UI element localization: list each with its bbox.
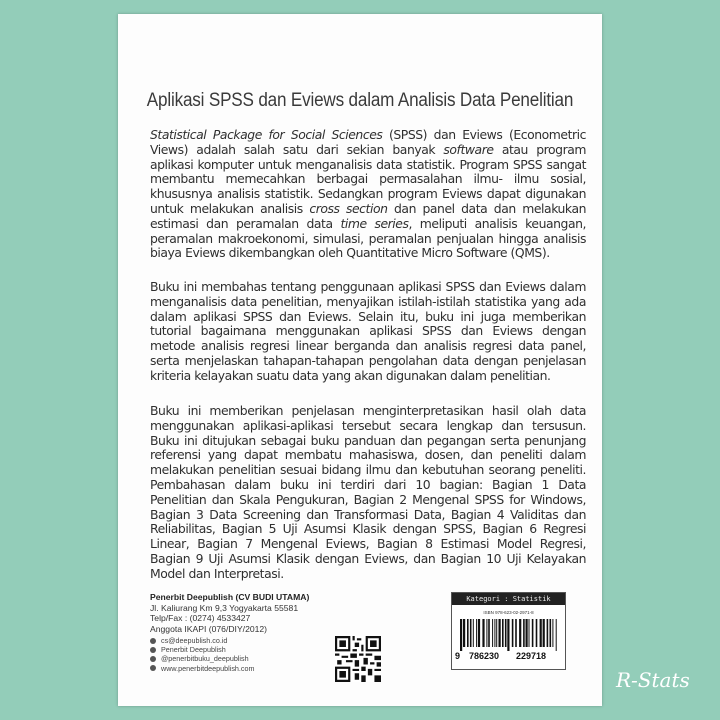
barcode-digit-prefix: 9	[455, 651, 461, 661]
contact-facebook: Penerbit Deepublish	[150, 645, 309, 654]
text-segment: , meliputi analisis keuangan, peramalan makroekonomi, simulasi, peramalan penjualan hingga analisis biaya Eviews dikembangkan oleh Quantitative Micro Software (QMS).	[150, 215, 586, 261]
contact-email: cs@deepublish.co.id	[150, 636, 309, 645]
barcode-bar	[556, 619, 557, 651]
category-label: Kategori : Statistik	[452, 593, 565, 605]
email-icon	[150, 638, 156, 644]
web-icon	[150, 665, 156, 671]
barcode-bar	[505, 619, 507, 647]
barcode-bar	[473, 619, 474, 647]
barcode-bar	[532, 619, 534, 647]
barcode	[460, 619, 558, 651]
barcode-bar	[547, 619, 549, 647]
barcode-bar	[476, 619, 477, 647]
barcode-bar	[519, 619, 521, 647]
instagram-icon	[150, 656, 156, 662]
facebook-icon	[150, 647, 156, 653]
paragraph-3	[150, 404, 586, 582]
barcode-bar	[550, 619, 552, 647]
publisher-address: Jl. Kaliurang Km 9,3 Yogyakarta 55581	[150, 602, 299, 613]
barcode-bar	[486, 619, 487, 647]
isbn-barcode-box	[451, 592, 566, 670]
barcode-bar	[512, 619, 514, 647]
paragraph-2	[150, 280, 586, 384]
barcode-bar	[523, 619, 525, 647]
italic-term: software	[443, 141, 494, 157]
barcode-bar	[467, 619, 469, 647]
text-segment: Buku ini membahas tentang penggunaan aplikasi SPSS dan Eviews dalam menganalisis data penelitian, menyajikan istilah-istilah statistika yang ada dalam aplikasi SPSS dan Eviews. Selain itu, buku ini juga memberikan tutorial bagaimana menggunakan aplikasi SPSS dan Eviews dengan metode analisis regresi linear berganda dan analisis regresi data panel, serta menjelaskan tahapan-tahapan pengolahan data dengan penjelasan kriteria kelayakan suatu data yang akan digunakan dalam penelitian.	[150, 279, 586, 383]
qr-code	[335, 636, 381, 682]
barcode-bar	[552, 619, 553, 647]
barcode-digits-right: 229718	[516, 651, 547, 661]
barcode-bar	[478, 619, 480, 647]
barcode-bar	[488, 619, 490, 647]
publisher-info	[150, 592, 309, 673]
contact-instagram: @penerbitbuku_deepublish	[150, 654, 309, 663]
text-segment: dan panel data dan melakukan estimasi dan peramalan data	[150, 200, 586, 231]
barcode-bar	[507, 619, 509, 651]
isbn-number: ISBN 978-623-02-2971-8	[483, 610, 534, 615]
barcode-bar	[502, 619, 504, 647]
barcode-bar	[543, 619, 545, 647]
barcode-bar	[540, 619, 542, 647]
barcode-digits-left: 786230	[469, 651, 500, 661]
barcode-bar	[482, 619, 484, 647]
barcode-bar	[536, 619, 538, 647]
barcode-bar	[470, 619, 472, 647]
barcode-bar	[492, 619, 493, 647]
barcode-bar	[460, 619, 462, 651]
publisher-phone: Telp/Fax : (0274) 4533427	[150, 613, 251, 623]
barcode-bar	[499, 619, 501, 647]
barcode-bar	[526, 619, 528, 647]
contact-website: www.penerbitdeepublish.com	[150, 664, 309, 673]
italic-term: time series	[340, 215, 409, 231]
watermark: R-Stats	[616, 668, 690, 692]
text-segment: Buku ini memberikan penjelasan menginterpretasikan hasil olah data menggunakan aplikasi-aplikasi tersebut secara lengkap dan tersusun. Buku ini ditujukan sebagai buku panduan dan pegangan serta penunjang referensi yang dapat membatu mahasiswa, dosen, dan peneliti dalam melakukan penelitian sesuai bidang ilmu dan kebutuhan seorang peneliti. Pembahasan dalam buku ini terdiri dari 10 bagian: Bagian 1 Data Penelitian dan Skala Pengukuran, Bagian 2 Mengenal SPSS for Windows, Bagian 3 Data Screening dan Transformasi Data, Bagian 4 Validitas dan Reliabilitas, Bagian 5 Uji Asumsi Klasik dengan SPSS, Bagian 6 Regresi Linear, Bagian 7 Mengenal Eviews, Bagian 8 Estimasi Model Regresi, Bagian 9 Uji Asumsi Klasik dengan Eviews, dan Bagian 10 Uji Kelayakan Model dan Interpretasi.	[150, 403, 586, 581]
publisher-name: Penerbit Deepublish (CV BUDI UTAMA)	[150, 592, 310, 602]
barcode-bar	[529, 619, 530, 647]
publisher-ikapi: Anggota IKAPI (076/DIY/2012)	[150, 623, 268, 634]
barcode-bar	[494, 619, 495, 647]
barcode-bar	[463, 619, 465, 647]
barcode-bar	[515, 619, 517, 647]
barcode-bar	[496, 619, 497, 647]
text-segment: (SPSS) dan Eviews (Econometric Views) adalah salah satu dari sekian banyak	[150, 127, 586, 157]
book-title: Aplikasi SPSS dan Eviews dalam Analisis Data Penelitian	[146, 90, 574, 111]
text-segment: atau program aplikasi komputer untuk menganalisis data statistik. Program SPSS sangat membantu memecahkan berbagai permasalahan ilmu- ilmu sosial, khususnya analisis statistik. Sedangkan program Eviews dapat digunakan untuk melakukan analisis	[150, 141, 586, 216]
book-back-cover	[118, 14, 602, 706]
paragraph-1	[150, 128, 586, 261]
italic-term: Statistical Package for Social Sciences	[150, 127, 383, 142]
italic-term: cross section	[309, 200, 388, 216]
